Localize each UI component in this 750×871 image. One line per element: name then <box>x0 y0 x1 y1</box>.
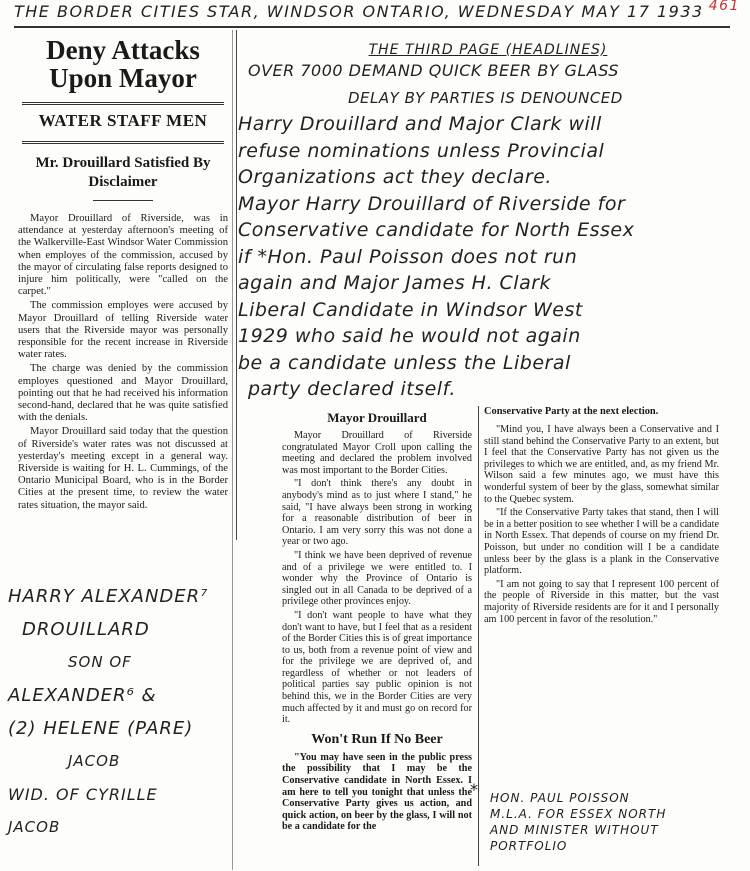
article-subhead: WATER STAFF MEN <box>38 111 208 130</box>
note-line: AND MINISTER WITHOUT <box>490 823 659 837</box>
article-paragraph: Mayor Drouillard of Riverside, was in attendance at yesterday afternoon's meeting of the Walkerville-East Windsor Water Commission when employes of the commission, accused by the mayor of circulating false reports designed to injure him politically, were "called on the carpet." <box>18 213 228 298</box>
page-number-mark: 461 <box>708 0 740 14</box>
right-article <box>484 406 719 627</box>
note-line: Liberal Candidate in Windsor West <box>238 298 583 321</box>
article-paragraph: "I don't want people to have what they don't want to have, but I feel that as a resident of the Border Cities this is of great importance to us, both from a revenue point of view and for the privilege we are deprived of, and regardless of whether or not leaders of political parties say public opinion is not behind this, we in the Border Cities are very much affected by it and must go on record for it. <box>282 609 472 726</box>
note-line: DELAY BY PARTIES IS DENOUNCED <box>348 88 623 107</box>
headline-rule <box>22 102 224 105</box>
note-line: Organizations act they declare. <box>238 166 552 188</box>
note-line: M.L.A. FOR ESSEX NORTH <box>490 807 667 821</box>
article-paragraph: The commission employes were accused by Mayor Drouillard of telling Riverside water users that the Riverside mayor was personally responsible for the recent increase in Riverside water rates. <box>18 300 228 361</box>
article-paragraph: Mayor Drouillard of Riverside congratulated Mayor Croll upon calling the meeting and declared the problem involved was most important to the Border Cities. <box>282 430 472 476</box>
note-title: THE THIRD PAGE (HEADLINES) <box>368 42 608 58</box>
footnote-star: * <box>470 780 478 799</box>
note-line: OVER 7000 DEMAND QUICK BEER BY GLASS <box>248 61 619 80</box>
note-line: Harry Drouillard and Major Clark will <box>238 113 602 135</box>
article-paragraph: "I don't think there's any doubt in anybody's mind as to just where I stand," he said, "I have always been strong in working for a reasonable distribution of beer in Ontario. I am very sorry this was not done a year or two ago. <box>282 478 472 548</box>
note-line: Conservative candidate for North Essex <box>238 219 635 241</box>
note-line: (2) HELENE (PARE) <box>8 718 194 739</box>
article-paragraph: "You may have seen in the public press the possibility that I may be the Conservative candidate in North Essex. I am here to tell you tonight that unless the Conservative Party gives us action, and quick action, on beer by the glass, I will not be a candidate for the <box>282 751 472 833</box>
article-paragraph: "If the Conservative Party takes that stand, then I will be in a better position to see whether I will be a candidate in North Essex. That depends of course on my friend Dr. Poisson, but under no condition will I be a candidate unless beer by the glass is a plank in the Conservative platform. <box>484 507 719 577</box>
note-line: ALEXANDER⁶ & <box>8 685 157 706</box>
article-paragraph: "I think we have been deprived of revenue and of a privilege we were entitled to. I wonder why the Province of Ontario is singled out in all Canada to be deprived of a privilege other provinces enjoy. <box>282 549 472 608</box>
article-paragraph: "Mind you, I have always been a Conservative and I still stand behind the Conservative Party to an extent, but I feel that the Conservative Party has not given us the privileges to which we are entitled, and, as my friend Mr. Wilson said a few minutes ago, we must have this wonderful system of beer by the glass, somewhat similar to the Quebec system. <box>484 424 719 505</box>
note-line: JACOB <box>8 818 61 836</box>
article-headline: Deny Attacks Upon Mayor <box>46 35 200 93</box>
note-line: DROUILLARD <box>22 619 150 640</box>
note-line: if *Hon. Paul Poisson does not run <box>238 245 578 268</box>
headline-transcription-note <box>238 42 738 403</box>
article-deck: Mr. Drouillard Satisfied By Disclaimer <box>35 155 211 190</box>
note-line: refuse nominations unless Provincial <box>238 139 605 162</box>
note-line: JACOB <box>68 752 121 770</box>
note-line: WID. OF CYRILLE <box>8 785 158 804</box>
note-line: party declared itself. <box>248 378 456 400</box>
article-paragraph: Mayor Drouillard said today that the question of Riverside's water rates was not discussed at yesterday's meeting except in a general way. Riverside is waiting for H. L. Cummings, of the Ontario Municipal Board, who is in the Border Cities at the present time, to review the water rates situation, the mayor said. <box>18 426 228 511</box>
middle-article <box>282 406 479 866</box>
note-line: again and Major James H. Clark <box>238 272 552 294</box>
section-heading: Mayor Drouillard <box>327 410 427 425</box>
deck-rule <box>93 200 153 201</box>
note-line: HON. PAUL POISSON <box>490 791 630 805</box>
article-paragraph: "I am not going to say that I represent 100 percent of the people of Riverside in this matter, but the vast majority of Riverside residents are for it and I personally am 100 percent in favor of the resolution." <box>484 578 719 625</box>
note-line: SON OF <box>68 653 132 671</box>
genealogy-note <box>8 580 223 844</box>
note-line: HARRY ALEXANDER⁷ <box>8 586 209 607</box>
subhead-rule <box>22 141 224 144</box>
continuation-line: Conservative Party at the next election. <box>484 406 659 417</box>
poisson-note <box>490 790 740 854</box>
note-line: PORTFOLIO <box>490 839 568 853</box>
left-article <box>18 30 237 540</box>
masthead-line <box>14 0 740 28</box>
section-heading: Won't Run If No Beer <box>311 731 443 747</box>
note-line: be a candidate unless the Liberal <box>238 351 571 374</box>
article-paragraph: The charge was denied by the commission employes questioned and Mayor Drouillard, pointing out that he had received his information second-hand, declared that he was quite satisfied with the denials. <box>18 363 228 424</box>
note-line: 1929 who said he would not again <box>238 325 581 347</box>
masthead-text: THE BORDER CITIES STAR, WINDSOR ONTARIO, WEDNESDAY MAY 17 1933 <box>14 2 704 21</box>
note-line: Mayor Harry Drouillard of Riverside for <box>238 192 626 215</box>
